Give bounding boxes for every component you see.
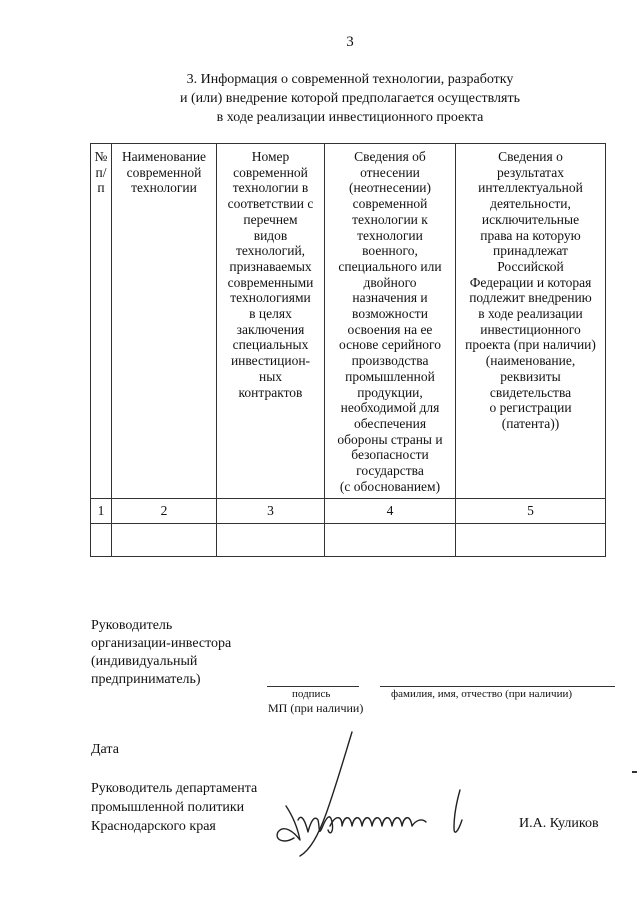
column-number-cell: 5 — [456, 499, 606, 524]
investor-head-line: Руководитель — [91, 618, 173, 633]
header-line: производства — [351, 353, 429, 369]
header-line: признаваемых — [229, 258, 312, 274]
header-line: (наименование, — [485, 353, 576, 369]
header-line: промышленной — [345, 368, 435, 384]
header-line: обороны страны и — [337, 431, 443, 447]
column-number-cell: 1 — [91, 499, 112, 524]
header-line: технологии — [131, 180, 197, 196]
header-line: ных — [258, 368, 283, 384]
header-line: видов — [253, 227, 288, 243]
header-line: современной — [233, 164, 308, 180]
header-line: Сведения о — [498, 149, 563, 164]
header-line: необходимой для — [340, 400, 440, 416]
investor-head-line: организации-инвестора — [91, 636, 232, 651]
investor-head-block — [91, 617, 231, 689]
header-line: возможности — [352, 306, 428, 322]
header-line: проекта (при наличии) — [465, 337, 596, 353]
header-line: деятельности, — [490, 196, 571, 212]
header-line: п — [97, 180, 105, 196]
header-line: технологии к — [352, 211, 428, 227]
header-cell-technology-name — [112, 144, 217, 499]
header-line: (неотнесении) — [348, 180, 432, 196]
header-line: о регистрации — [489, 400, 572, 416]
header-line: технологиями — [230, 290, 311, 306]
department-title-line: Краснодарского края — [91, 819, 216, 834]
header-line: специальных — [232, 337, 309, 353]
signature-line — [267, 686, 359, 687]
table-row-empty — [91, 524, 606, 557]
header-line: перечнем — [243, 211, 298, 227]
empty-cell — [456, 524, 606, 557]
header-cell-technology-list-number — [217, 144, 325, 499]
header-line: освоения на ее — [347, 321, 433, 337]
header-cell-number — [91, 144, 112, 499]
header-line: отнесении — [360, 164, 420, 180]
header-line: подлежит внедрению — [469, 290, 592, 306]
header-line: Номер — [251, 149, 290, 164]
header-line: инвестицион- — [230, 353, 311, 369]
header-line: обеспечения — [353, 415, 427, 431]
header-line: государства — [356, 463, 424, 479]
handwritten-signature — [270, 728, 480, 868]
technology-info-table — [90, 143, 606, 557]
header-line: заключения — [236, 321, 305, 337]
column-number-cell: 4 — [325, 499, 456, 524]
empty-cell — [91, 524, 112, 557]
header-line: специального или — [338, 258, 442, 274]
header-line: исключительные — [481, 211, 580, 227]
stamp-caption: МП (при наличии) — [268, 701, 364, 715]
signer-name: И.А. Куликов — [519, 816, 599, 831]
header-line: технологии — [357, 227, 423, 243]
header-line: свидетельства — [489, 384, 572, 400]
header-line: интеллектуальной — [478, 180, 583, 196]
header-line: инвестиционного — [480, 321, 581, 337]
header-line: двойного — [363, 274, 417, 290]
header-line: современными — [227, 274, 314, 290]
header-line: реквизиты — [500, 368, 561, 384]
investor-head-line: предприниматель) — [91, 672, 201, 687]
full-name-line — [380, 686, 615, 687]
full-name-caption: фамилия, имя, отчество (при наличии) — [391, 688, 573, 700]
table-row-column-numbers — [91, 499, 606, 524]
heading-line: и (или) внедрение которой предполагается осуществлять — [180, 91, 520, 106]
header-line: результатах — [496, 164, 564, 180]
header-line: № — [94, 149, 108, 164]
empty-cell — [112, 524, 217, 557]
header-line: в целях — [249, 306, 292, 322]
header-line: соответствии с — [227, 196, 314, 212]
header-line: Российской — [497, 258, 564, 274]
header-line: назначения и — [352, 290, 428, 306]
header-line: основе серийного — [339, 337, 441, 353]
header-line: безопасности — [351, 447, 429, 463]
signature-caption: подпись — [292, 688, 331, 700]
header-line: технологий, — [235, 243, 306, 259]
table-header-row — [91, 144, 606, 499]
header-line: современной — [352, 196, 428, 212]
header-line: в ходе реализации — [478, 306, 583, 322]
header-line: военного, — [362, 243, 418, 259]
heading-line: 3. Информация о современной технологии, разработку — [186, 72, 514, 87]
column-number-cell: 3 — [217, 499, 325, 524]
header-line: Федерации и которая — [469, 274, 592, 290]
header-cell-intellectual-property — [456, 144, 606, 499]
scan-edge-mark — [632, 771, 637, 773]
column-number-cell: 2 — [112, 499, 217, 524]
header-line: контрактов — [238, 384, 303, 400]
page-number: 3 — [346, 34, 354, 50]
date-label: Дата — [91, 742, 119, 757]
header-line: технологии в — [232, 180, 309, 196]
header-line: Сведения об — [354, 149, 426, 164]
header-line: Наименование — [121, 149, 207, 164]
department-head-title — [91, 779, 257, 836]
header-line: современной — [126, 164, 202, 180]
department-title-line: Руководитель департамента — [91, 781, 258, 796]
header-line: п/ — [95, 164, 107, 180]
header-line: (с обоснованием) — [339, 478, 441, 494]
section-heading — [150, 70, 550, 127]
header-line: продукции, — [357, 384, 423, 400]
header-line: права на которую — [480, 227, 581, 243]
header-cell-military-classification — [325, 144, 456, 499]
department-title-line: промышленной политики — [91, 800, 245, 815]
empty-cell — [325, 524, 456, 557]
header-line: принадлежат — [493, 243, 568, 259]
empty-cell — [217, 524, 325, 557]
heading-line: в ходе реализации инвестиционного проекта — [216, 110, 484, 125]
investor-head-line: (индивидуальный — [91, 654, 198, 669]
header-line: (патента)) — [501, 415, 560, 431]
